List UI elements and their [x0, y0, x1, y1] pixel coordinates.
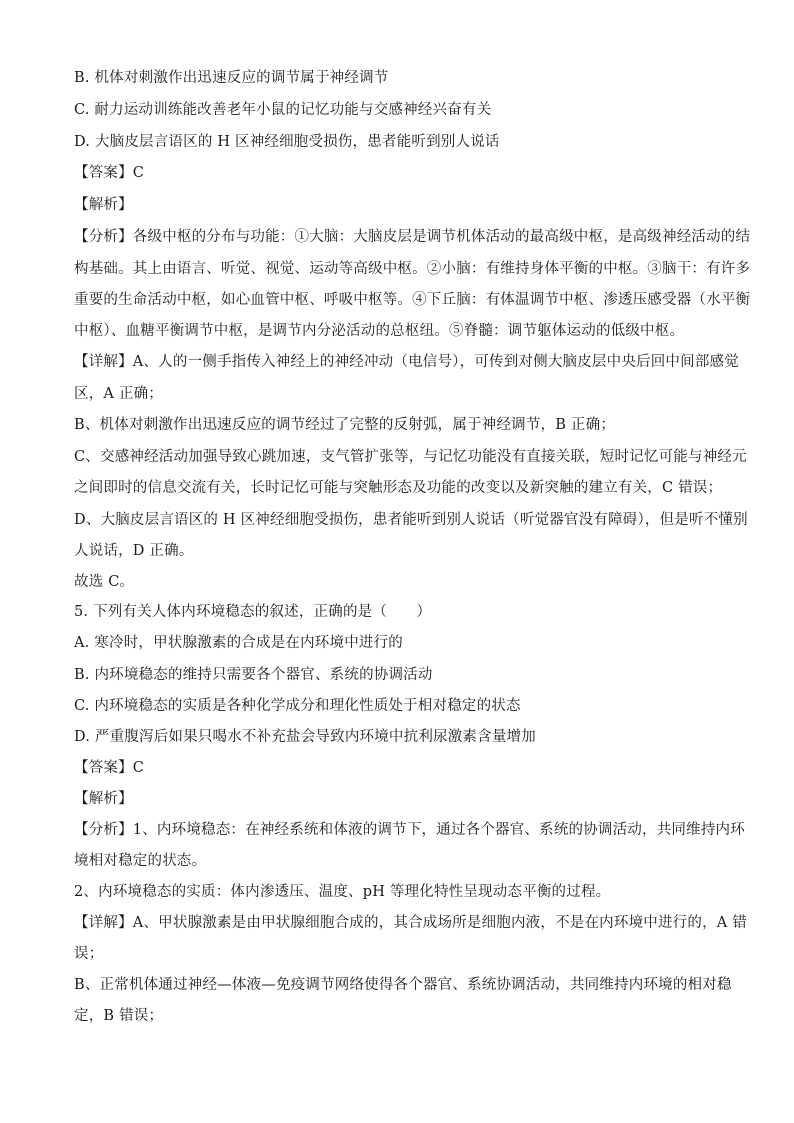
- question-5-stem: 5. 下列有关人体内环境稳态的叙述，正确的是（ ）: [74, 604, 432, 620]
- detail-line: 区，A 正确；: [74, 386, 163, 402]
- option-c-line: C. 内环境稳态的实质是各种化学成分和理化性质处于相对稳定的状态: [74, 698, 521, 714]
- option-c-line: C. 耐力运动训练能改善老年小鼠的记忆功能与交感神经兴奋有关: [74, 102, 492, 118]
- analysis-line: 【分析】各级中枢的分布与功能：①大脑：大脑皮层是调节机体活动的最高级中枢，是高级神经活动的结: [74, 229, 751, 245]
- choice-line: 故选 C。: [74, 574, 135, 590]
- detail-line: 之间即时的信息交流有关，长时记忆可能与突触形态及功能的改变以及新突触的建立有关，C 错误；: [74, 480, 723, 496]
- detail-line: 【详解】A、人的一侧手指传入神经上的神经冲动（电信号），可传到对侧大脑皮层中央后回中间部感觉: [74, 354, 739, 370]
- analysis-line: 【分析】1、内环境稳态：在神经系统和体液的调节下，通过各个器官、系统的协调活动，共同维持内环: [74, 822, 745, 838]
- detail-line: 【详解】A、甲状腺激素是由甲状腺细胞合成的，其合成场所是细胞内液，不是在内环境中进行的，A 错: [74, 915, 747, 931]
- analysis-heading: 【解析】: [74, 791, 133, 807]
- answer-label: 【答案】C: [74, 165, 145, 181]
- option-b-line: B. 机体对刺激作出迅速反应的调节属于神经调节: [74, 70, 389, 86]
- analysis-line: 2、内环境稳态的实质：体内渗透压、温度、pH 等理化特性呈现动态平衡的过程。: [74, 884, 611, 900]
- analysis-line: 重要的生命活动中枢，如心血管中枢、呼吸中枢等。④下丘脑：有体温调节中枢、渗透压感受器（水平衡: [74, 292, 751, 308]
- detail-line: B、机体对刺激作出迅速反应的调节经过了完整的反射弧，属于神经调节，B 正确；: [74, 417, 616, 433]
- analysis-heading: 【解析】: [74, 197, 133, 213]
- detail-line: B、正常机体通过神经—体液—免疫调节网络使得各个器官、系统协调活动，共同维持内环境的相对稳: [74, 977, 732, 993]
- analysis-line: 境相对稳定的状态。: [74, 853, 207, 869]
- detail-line: 误；: [74, 946, 104, 962]
- option-b-line: B. 内环境稳态的维持只需要各个器官、系统的协调活动: [74, 667, 433, 683]
- option-d-line: D. 大脑皮层言语区的 H 区神经细胞受损伤，患者能听到别人说话: [74, 134, 500, 150]
- detail-line: D、大脑皮层言语区的 H 区神经细胞受损伤，患者能听到别人说话（听觉器官没有障碍），但是听不懂别: [74, 512, 748, 528]
- detail-line: 定，B 错误；: [74, 1008, 164, 1024]
- analysis-line: 中枢）、血糖平衡调节中枢，是调节内分泌活动的总枢纽。⑤脊髓：调节躯体运动的低级中枢。: [74, 323, 685, 339]
- answer-label: 【答案】C: [74, 760, 145, 776]
- detail-line: C、交感神经活动加强导致心跳加速，支气管扩张等，与记忆功能没有直接关联，短时记忆可能与神经元: [74, 449, 747, 465]
- option-d-line: D. 严重腹泻后如果只喝水不补充盐会导致内环境中抗利尿激素含量增加: [74, 729, 536, 745]
- detail-line: 人说话，D 正确。: [74, 543, 194, 559]
- option-a-line: A. 寒冷时，甲状腺激素的合成是在内环境中进行的: [74, 635, 403, 651]
- analysis-line: 构基础。其上由语言、听觉、视觉、运动等高级中枢。②小脑：有维持身体平衡的中枢。③脑干：有许多: [74, 261, 751, 277]
